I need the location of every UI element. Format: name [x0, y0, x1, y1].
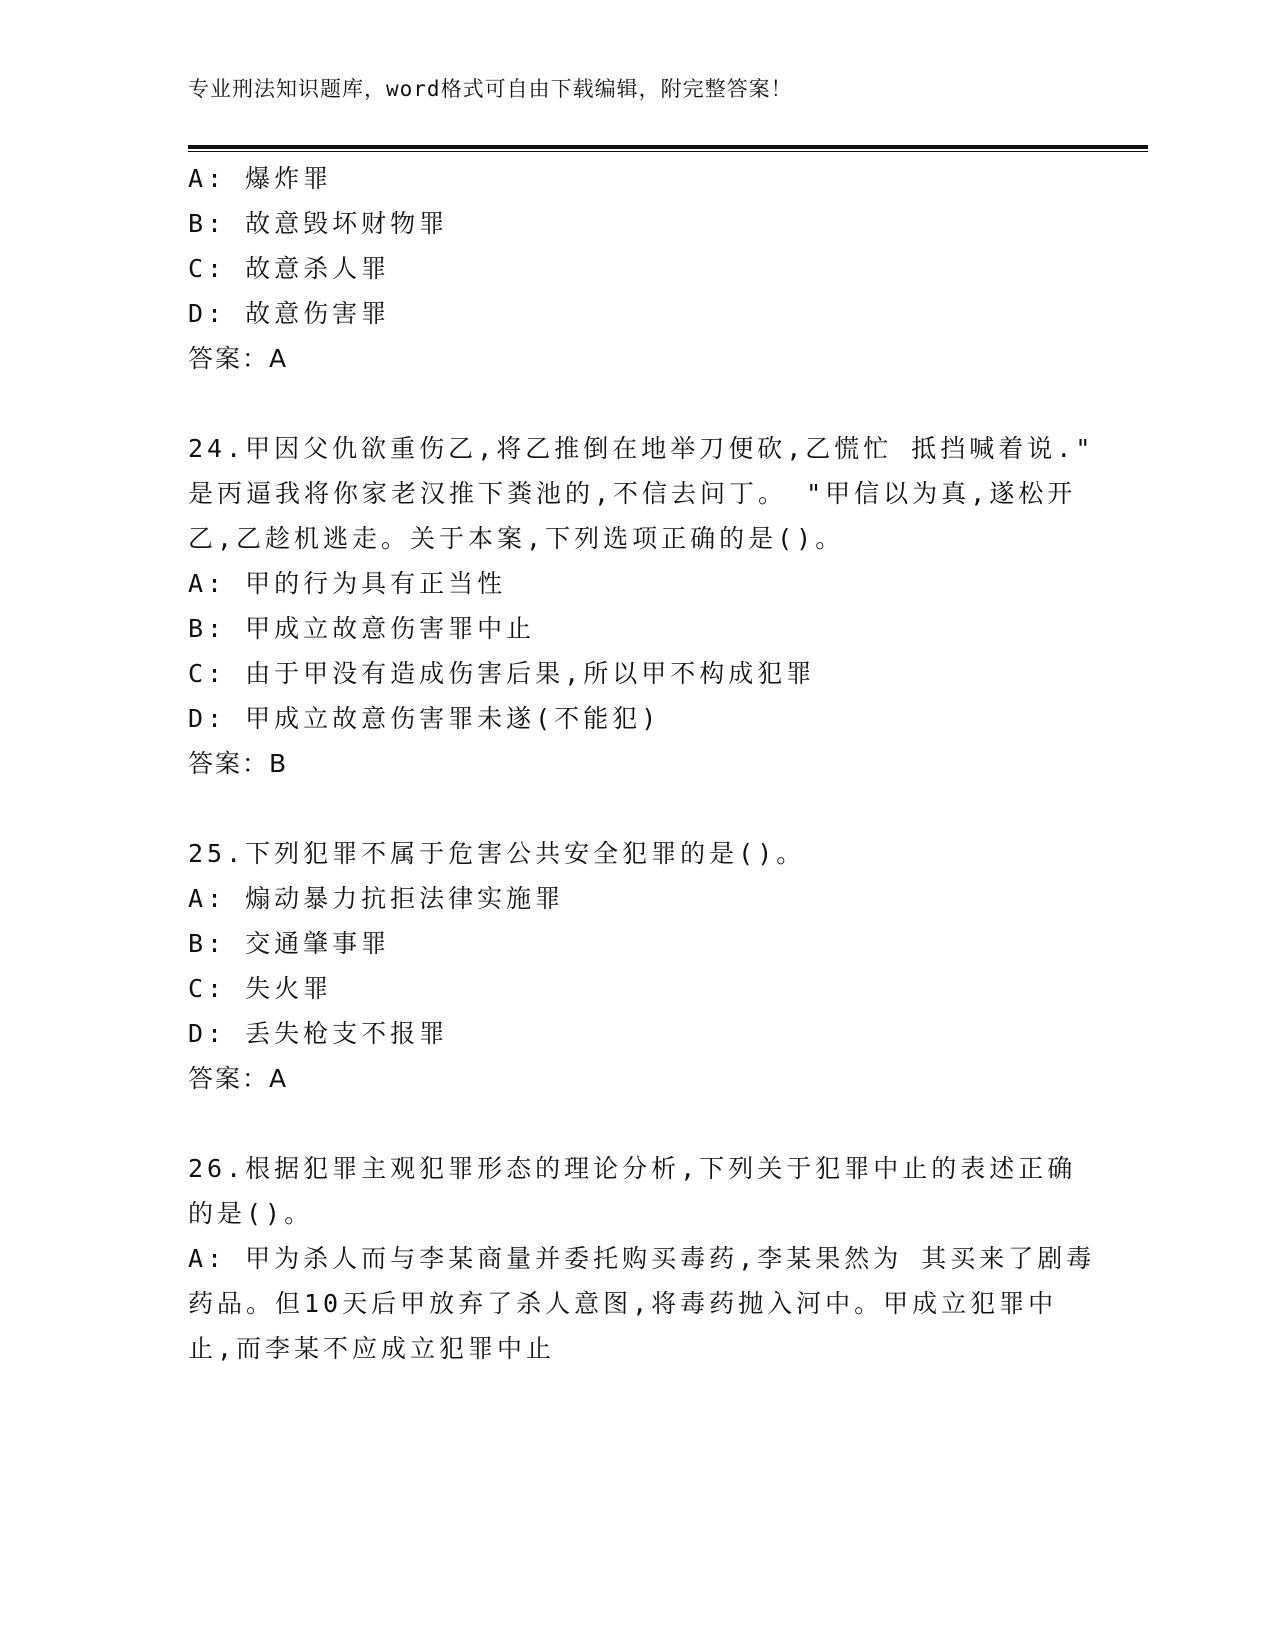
question-stem-line: 26.根据犯罪主观犯罪形态的理论分析,下列关于犯罪中止的表述正确: [188, 1154, 1077, 1183]
question-23-block: [188, 156, 1088, 381]
header-rule-thin: [188, 151, 1148, 152]
answer-label: 答案：B: [188, 749, 289, 778]
question-stem-line: 25.下列犯罪不属于危害公共安全犯罪的是()。: [188, 839, 806, 868]
option-b: B: 交通肇事罪: [188, 929, 391, 958]
spacer: [188, 786, 1088, 831]
question-stem-line: 的是()。: [188, 1199, 314, 1228]
question-list: [188, 156, 1096, 1371]
question-stem-line: 乙,乙趁机逃走。关于本案,下列选项正确的是()。: [188, 524, 845, 553]
option-c: C: 失火罪: [188, 974, 333, 1003]
option-d: D: 故意伤害罪: [188, 299, 391, 328]
option-c: C: 故意杀人罪: [188, 254, 391, 283]
option-c: C: 由于甲没有造成伤害后果,所以甲不构成犯罪: [188, 659, 816, 688]
option-a-line: 药品。但10天后甲放弃了杀人意图,将毒药抛入河中。甲成立犯罪中: [188, 1289, 1058, 1318]
question-25-block: [188, 831, 1088, 1101]
answer-label: 答案：A: [188, 344, 289, 373]
option-b: B: 故意毁坏财物罪: [188, 209, 449, 238]
question-26-block: [188, 1146, 1096, 1371]
spacer: [188, 381, 1088, 426]
option-d: D: 甲成立故意伤害罪未遂(不能犯): [188, 704, 661, 733]
header-rule-thick: [188, 145, 1148, 149]
option-a-line: A: 甲为杀人而与李某商量并委托购买毒药,李某果然为 其买来了剧毒: [188, 1244, 1096, 1273]
spacer: [188, 1101, 1088, 1146]
option-a: A: 甲的行为具有正当性: [188, 569, 507, 598]
option-a: A: 煽动暴力抗拒法律实施罪: [188, 884, 565, 913]
option-a: A: 爆炸罪: [188, 164, 333, 193]
option-d: D: 丢失枪支不报罪: [188, 1019, 449, 1048]
question-stem-line: 24.甲因父仇欲重伤乙,将乙推倒在地举刀便砍,乙慌忙 抵挡喊着说.": [188, 434, 1095, 463]
option-a-line: 止,而李某不应成立犯罪中止: [188, 1334, 556, 1363]
option-b: B: 甲成立故意伤害罪中止: [188, 614, 536, 643]
question-24-block: [188, 426, 1095, 786]
page-header: 专业刑法知识题库，word格式可自由下载编辑，附完整答案！: [188, 77, 793, 101]
answer-label: 答案：A: [188, 1064, 289, 1093]
question-stem-line: 是丙逼我将你家老汉推下粪池的,不信去问丁。 "甲信以为真,遂松开: [188, 479, 1077, 508]
